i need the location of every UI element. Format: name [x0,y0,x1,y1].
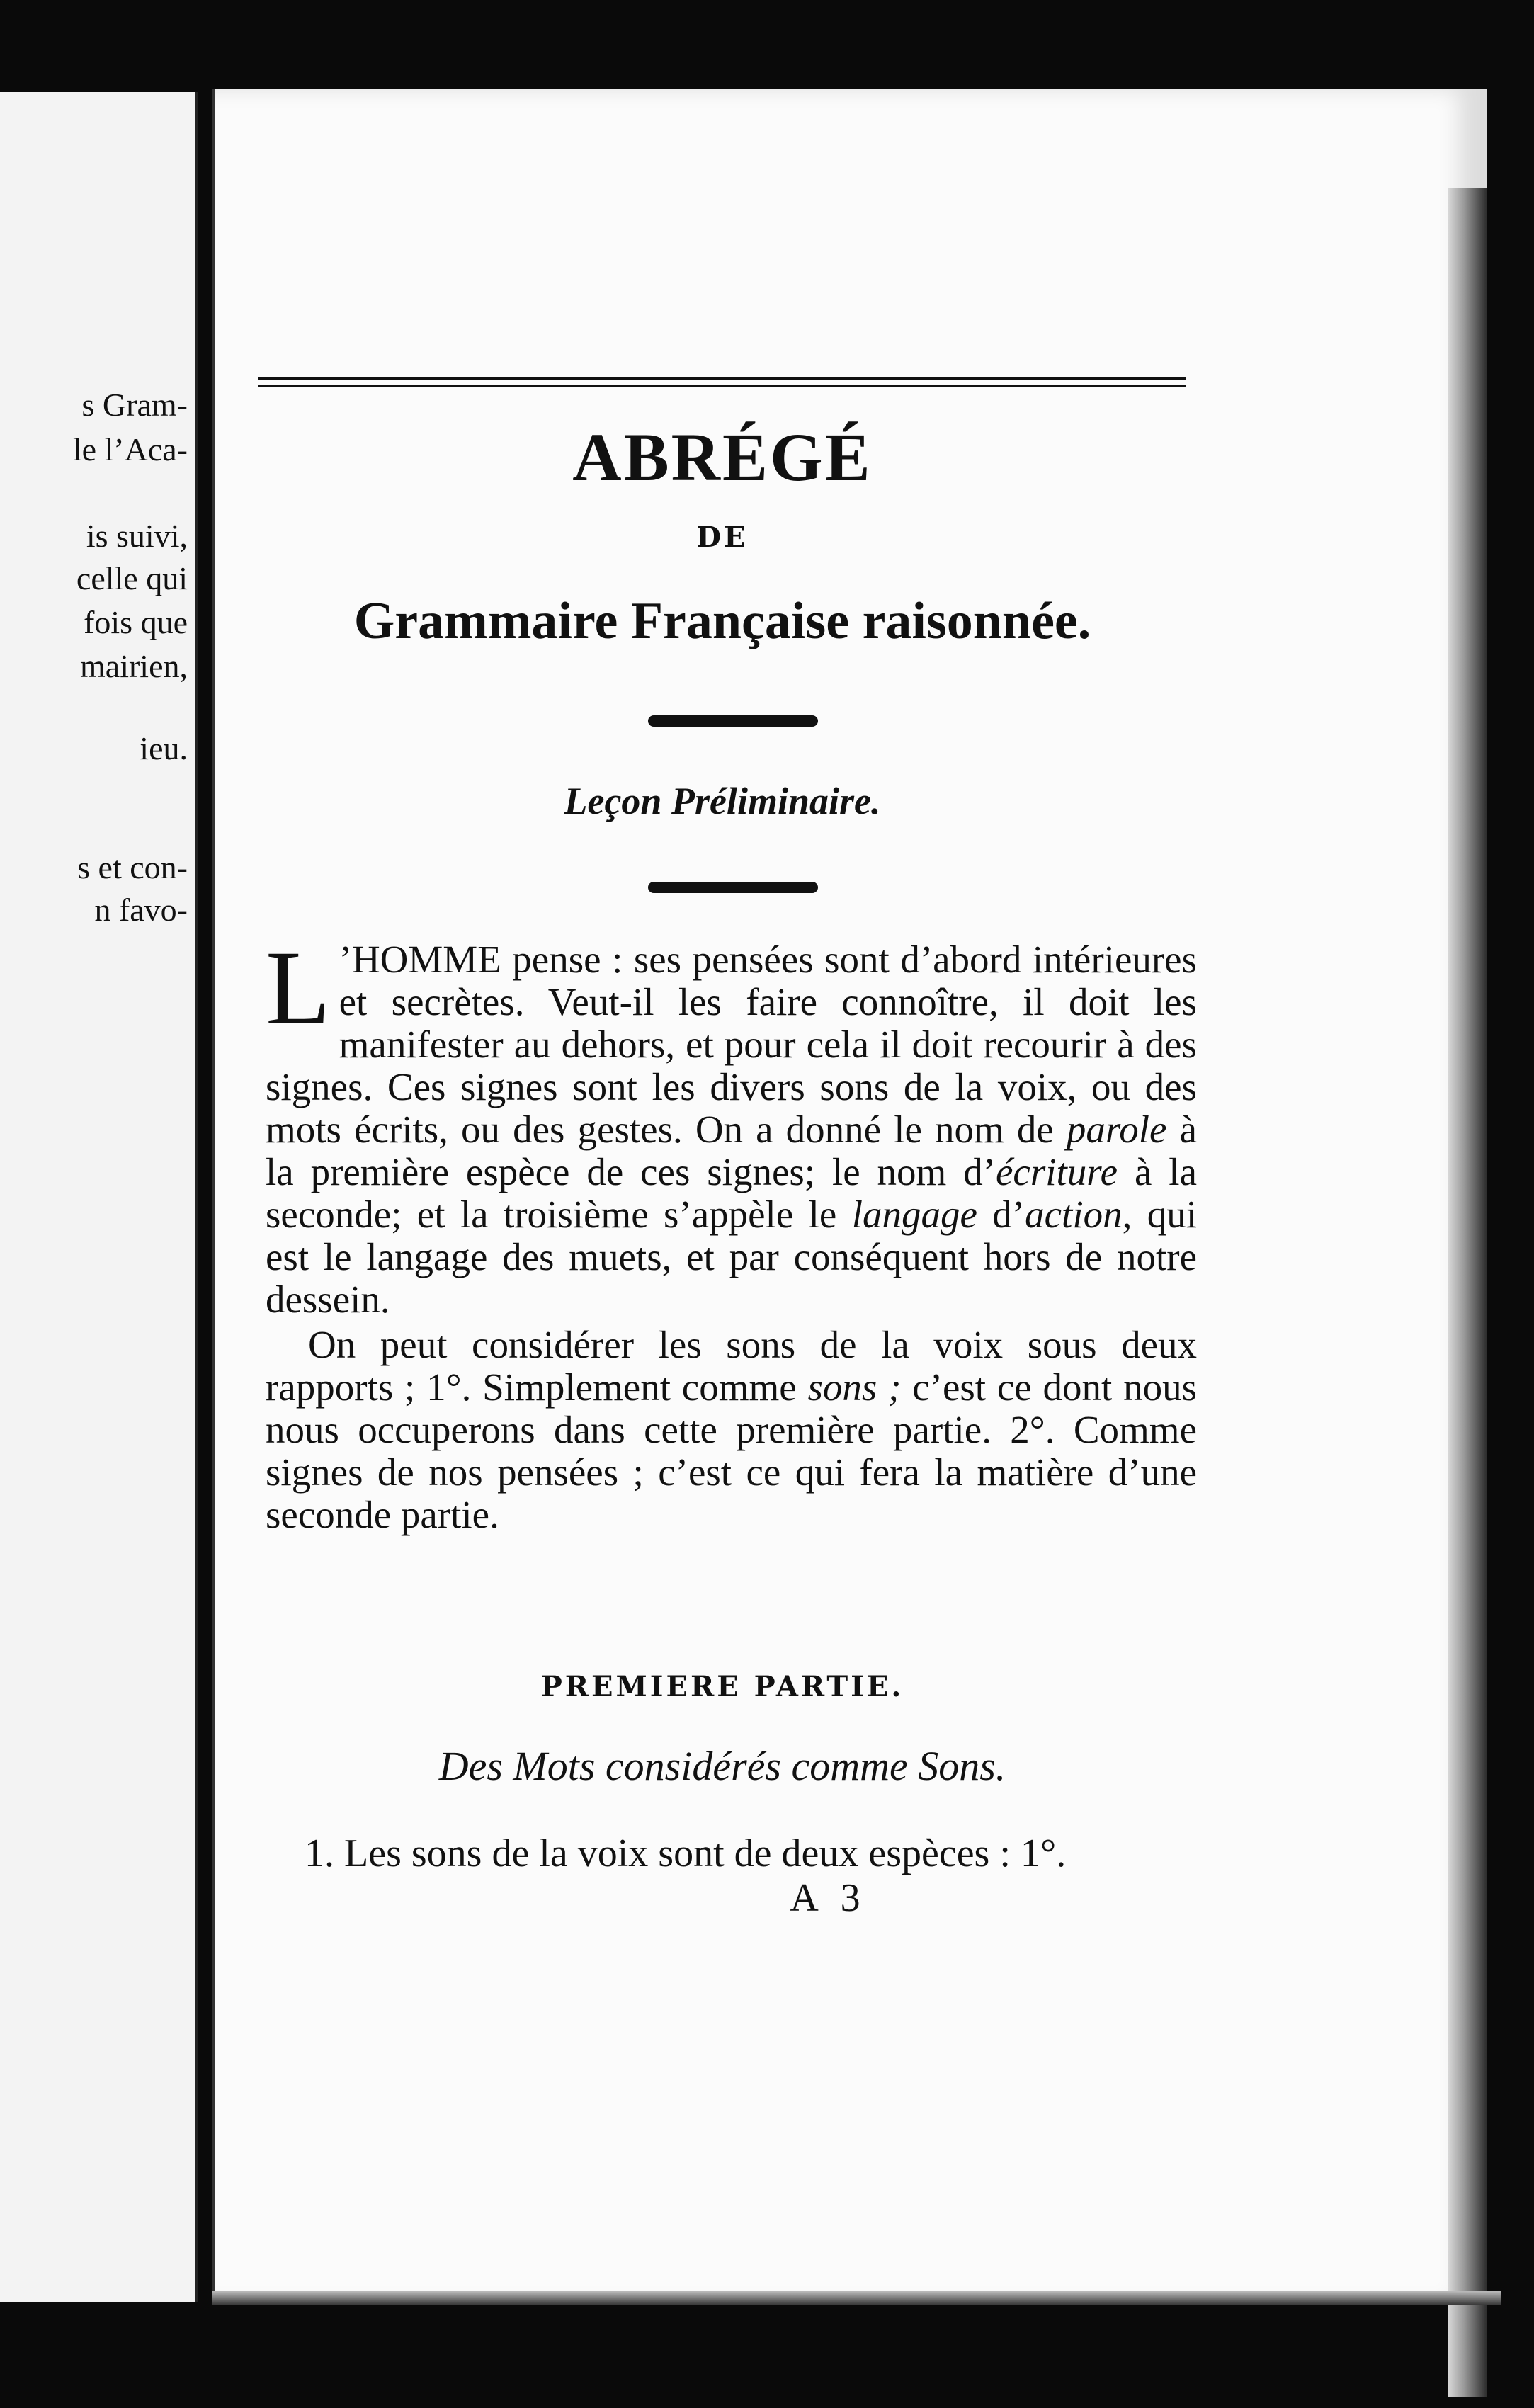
paragraph-text: à la première espèce de ces signes; le nom d’ [266,1108,1197,1193]
facing-page-fragment: s et con- [77,849,188,885]
paragraph [266,1324,1197,1536]
lesson-title: Leçon Préliminaire. [564,780,881,822]
facing-page-fragment: is suivi, [86,518,188,554]
facing-page-fragment: n favo- [94,892,188,928]
signature-mark: A 3 [790,1876,868,1920]
paragraph-text: à la seconde; et la troisième s’appèle le [266,1150,1197,1236]
paragraph [266,929,1198,1321]
facing-page-strip [0,92,198,2302]
title-connector: DE [696,521,749,554]
facing-page-fragment: mairien, [80,648,188,684]
ornament-rule [648,882,818,893]
lesson-body [266,929,1198,1536]
facing-page-fragment: ieu. [140,730,188,766]
facing-page-fragment: fois que [84,604,188,640]
book-subtitle: Grammaire Française raisonnée. [353,592,1091,650]
top-double-rule [258,377,1186,392]
book-title: ABRÉGÉ [572,419,873,495]
numbered-item: 1. Les sons de la voix sont de deux espèces : 1°. [305,1831,1067,1875]
paragraph-text: c’est ce dont nous nous occuperons dans cette première partie. 2°. Comme signes de nos pensées ; c’est ce qui fera la matière d’une seconde partie. [266,1365,1198,1536]
part-subtitle: Des Mots considérés comme Sons. [438,1743,1006,1789]
emphasis: écriture [996,1150,1118,1193]
emphasis: langage [851,1193,977,1236]
emphasis: parole [1066,1108,1167,1151]
paragraph-text: On peut considérer les sons de la voix sous deux rapports ; 1°. Simplement comme [266,1323,1197,1409]
paragraph-text: ’HOMME pense : ses pensées sont d’abord intérieures et secrètes. Veut-il les faire connoître, il doit les manifester au dehors, et pour cela il doit recourir à des signes. Ces signes sont les divers sons de la voix, ou des mots écrits, ou des gestes. On a donné le nom de [266,938,1197,1151]
paragraph-text: , qui est le langage des muets, et par conséquent hors de notre dessein. [266,1193,1198,1321]
facing-page-fragment: s Gram- [81,387,188,423]
part-heading: PREMIERE PARTIE. [540,1670,904,1703]
emphasis: action [1025,1193,1123,1236]
ornament-rule [648,715,818,727]
paragraph-text: d’ [992,1193,1025,1236]
page-edge-shadow [1448,188,1487,2397]
facing-page-fragment: le l’Aca- [72,431,188,467]
facing-page-fragment: celle qui [76,560,188,596]
drop-cap: L [266,929,331,1047]
page-bottom-shadow [212,2291,1501,2305]
emphasis: sons ; [807,1365,902,1409]
